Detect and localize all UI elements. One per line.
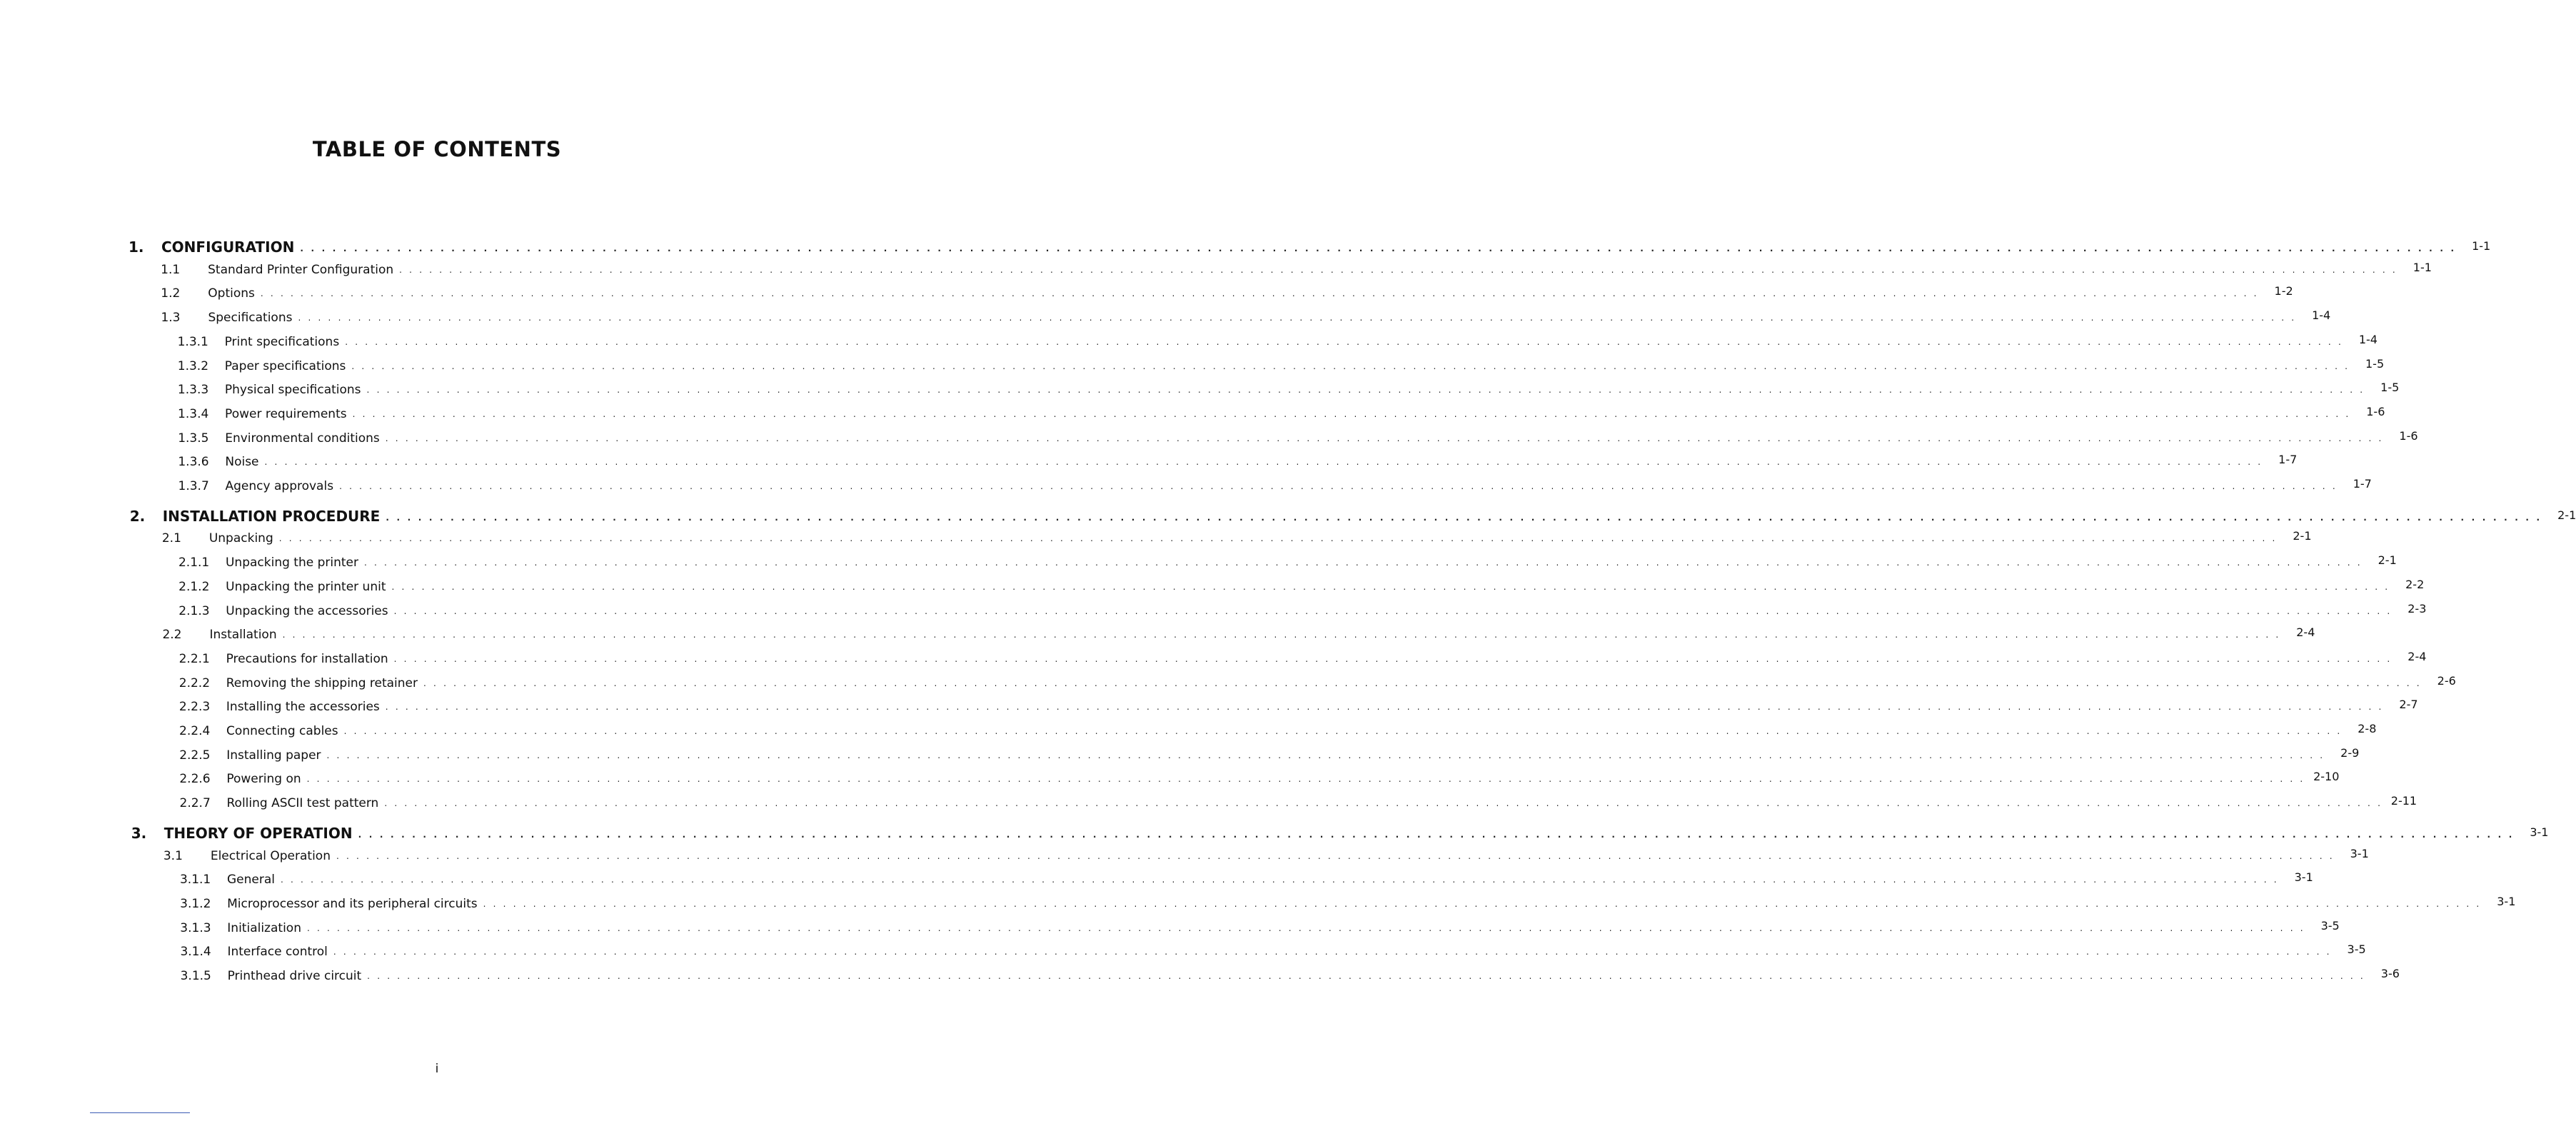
- toc-entry-page: 2-6: [2437, 673, 2456, 688]
- dot-leader: . . . . . . . . . . . . . . . . . . . . . . . . . . . . . . . . . . . . . . . . . . . . . . . . . . . . . . . . . . . . . . . . . . . . . . . . . . . . . . . . . . . . . . . . . . . . . . . . . . . . . . . . . . . . . . . . . . . . . . . . . . . . . . . . . . . . . . . . . . . . . . . . . . . . . . . . . . . . . . . . . . . . . . . . . . . . . . . . . . . . . . . . . . . . . . . . . . . . . . . .: [393, 605, 2393, 616]
- toc-entry-row: [162, 625, 2315, 643]
- toc-entry-page: 3-5: [2347, 942, 2366, 957]
- dot-leader: . . . . . . . . . . . . . . . . . . . . . . . . . . . . . . . . . . . . . . . . . . . . . . . . . . . . . . . . . . . . . . . . . . . . . . . . . . . . . . . . . . . . . . . . . . . . . . . . . . . . . . . . . . . . . . . . . . . . . . . . . . . . . . . . . . . . . . . . . . . . . . . . . . . . . . . . . . . . . . . . . . . . . . . . . . . . . . . . . . . . . . . . . . . . . . . . . . . . . . . .: [384, 798, 2383, 809]
- toc-entry-title: Physical specifications: [224, 383, 361, 398]
- toc-entry-page: 1-7: [2353, 477, 2372, 491]
- toc-entry-row: [179, 794, 2417, 811]
- toc-entry-row: [180, 918, 2340, 935]
- toc-entry-number: 1.3.6: [178, 455, 209, 470]
- toc-entry-title: Specifications: [208, 311, 293, 326]
- toc-entry-page: 1-6: [2366, 404, 2385, 418]
- dot-leader: . . . . . . . . . . . . . . . . . . . . . . . . . . . . . . . . . . . . . . . . . . . . . . . . . . . . . . . . . . . . . . . . . . . . . . . . . . . . . . . . . . . . . . . . . . . . . . . . . . . . . . . . . . . . . . . . . . . . . . . . . . . . . . . . . . . . . . . . . . . . . . . . . . . . . . . . . . . . . . . . . . . . . . . . . . . . . . . . . . . . . . . . . . . . . . . . . . . . . . . .: [336, 850, 2335, 861]
- dot-leader: . . . . . . . . . . . . . . . . . . . . . . . . . . . . . . . . . . . . . . . . . . . . . . . . . . . . . . . . . . . . . . . . . . . . . . . . . . . . . . . . . . . . . . . . . . . . . . . . . . . . . . . . . . . . . . . . . . . . . . . . . . . . . . . . . . . . . . . . . . . . . . . . . . . . . . . . . . . . . . . . . . . . . . . . . . . . . . . . . . . . . . . . . . . . . . . . . . . . . . . .: [300, 243, 2457, 253]
- toc-entry-page: 2-2: [2405, 577, 2425, 591]
- toc-entry-row: [161, 529, 2312, 546]
- toc-entry-page: 2-1: [2378, 553, 2397, 568]
- toc-entry-row: [179, 722, 2377, 738]
- toc-entry-number: 2.2: [162, 628, 182, 643]
- toc-entry-title: Installing paper: [226, 748, 321, 763]
- dot-leader: . . . . . . . . . . . . . . . . . . . . . . . . . . . . . . . . . . . . . . . . . . . . . . . . . . . . . . . . . . . . . . . . . . . . . . . . . . . . . . . . . . . . . . . . . . . . . . . . . . . . . . . . . . . . . . . . . . . . . . . . . . . . . . . . . . . . . . . . . . . . . . . . . . . . . . . . . . . . . . . . . . . . . . . . . . . . . . . . . . . . . . . . . . . . . . . . . . . . . . . .: [393, 653, 2393, 664]
- toc-entry-row: [178, 404, 2385, 421]
- toc-entry-row: [180, 967, 2400, 983]
- toc-entry-number: 2.2.4: [179, 724, 211, 738]
- toc-entry-number: 1.: [129, 238, 144, 256]
- toc-entry-row: [179, 870, 2313, 888]
- page-number: i: [435, 1062, 439, 1076]
- toc-entry-row: [178, 577, 2425, 594]
- toc-entry-row: [161, 284, 2293, 301]
- toc-entry-page: 1-6: [2399, 428, 2418, 443]
- toc-entry-page: 3-5: [2320, 918, 2340, 933]
- dot-leader: . . . . . . . . . . . . . . . . . . . . . . . . . . . . . . . . . . . . . . . . . . . . . . . . . . . . . . . . . . . . . . . . . . . . . . . . . . . . . . . . . . . . . . . . . . . . . . . . . . . . . . . . . . . . . . . . . . . . . . . . . . . . . . . . . . . . . . . . . . . . . . . . . . . . . . . . . . . . . . . . . . . . . . . . . . . . . . . . . . . . . . . . . . . . . . . . . . . . . . . .: [358, 829, 2515, 840]
- toc-entry-page: 2-8: [2358, 722, 2377, 735]
- toc-entry-number: 3.1.5: [180, 969, 211, 983]
- toc-entry-row: [177, 356, 2385, 373]
- toc-entry-row: [179, 770, 2340, 787]
- dot-leader: . . . . . . . . . . . . . . . . . . . . . . . . . . . . . . . . . . . . . . . . . . . . . . . . . . . . . . . . . . . . . . . . . . . . . . . . . . . . . . . . . . . . . . . . . . . . . . . . . . . . . . . . . . . . . . . . . . . . . . . . . . . . . . . . . . . . . . . . . . . . . . . . . . . . . . . . . . . . . . . . . . . . . . . . . . . . . . . . . . . . . . . . . . . . . . . . . . . . . . . .: [352, 408, 2351, 419]
- toc-entry-row: [178, 698, 2418, 715]
- toc-entry-title: Interface control: [227, 945, 328, 960]
- toc-entry-page: 2-1: [2293, 529, 2312, 543]
- toc-entry-page: 3-1: [2497, 894, 2516, 908]
- dot-leader: . . . . . . . . . . . . . . . . . . . . . . . . . . . . . . . . . . . . . . . . . . . . . . . . . . . . . . . . . . . . . . . . . . . . . . . . . . . . . . . . . . . . . . . . . . . . . . . . . . . . . . . . . . . . . . . . . . . . . . . . . . . . . . . . . . . . . . . . . . . . . . . . . . . . . . . . . . . . . . . . . . . . . . . . . . . . . . . . . . . . . . . . . . . . . . . . . . . . . . . .: [364, 558, 2363, 568]
- toc-entry-row: [178, 649, 2427, 666]
- dot-leader: . . . . . . . . . . . . . . . . . . . . . . . . . . . . . . . . . . . . . . . . . . . . . . . . . . . . . . . . . . . . . . . . . . . . . . . . . . . . . . . . . . . . . . . . . . . . . . . . . . . . . . . . . . . . . . . . . . . . . . . . . . . . . . . . . . . . . . . . . . . . . . . . . . . . . . . . . . . . . . . . . . . . . . . . . . . . . . . . . . . . . . . . . . . . . . . . . . . . . . . .: [391, 581, 2390, 592]
- toc-entry-title: Paper specifications: [224, 358, 346, 373]
- toc-entry-title: Options: [208, 286, 255, 301]
- dot-leader: . . . . . . . . . . . . . . . . . . . . . . . . . . . . . . . . . . . . . . . . . . . . . . . . . . . . . . . . . . . . . . . . . . . . . . . . . . . . . . . . . . . . . . . . . . . . . . . . . . . . . . . . . . . . . . . . . . . . . . . . . . . . . . . . . . . . . . . . . . . . . . . . . . . . . . . . . . . . . . . . . . . . . . . . . . . . . . . . . . . . . . . . . . . . . . . . . . . . . . . .: [386, 512, 2542, 523]
- toc-entry-page: 1-2: [2274, 284, 2293, 298]
- toc-entry-title: CONFIGURATION: [161, 238, 295, 256]
- toc-entry-number: 1.3.5: [178, 431, 209, 446]
- page-title: TABLE OF CONTENTS: [312, 137, 562, 161]
- dot-leader: . . . . . . . . . . . . . . . . . . . . . . . . . . . . . . . . . . . . . . . . . . . . . . . . . . . . . . . . . . . . . . . . . . . . . . . . . . . . . . . . . . . . . . . . . . . . . . . . . . . . . . . . . . . . . . . . . . . . . . . . . . . . . . . . . . . . . . . . . . . . . . . . . . . . . . . . . . . . . . . . . . . . . . . . . . . . . . . . . . . . . . . . . . . . . . . . . . . . . . . .: [343, 726, 2343, 736]
- dot-leader: . . . . . . . . . . . . . . . . . . . . . . . . . . . . . . . . . . . . . . . . . . . . . . . . . . . . . . . . . . . . . . . . . . . . . . . . . . . . . . . . . . . . . . . . . . . . . . . . . . . . . . . . . . . . . . . . . . . . . . . . . . . . . . . . . . . . . . . . . . . . . . . . . . . . . . . . . . . . . . . . . . . . . . . . . . . . . . . . . . . . . . . . . . . . . . . . . . . . . . . .: [260, 288, 2259, 299]
- toc-entry-title: Print specifications: [224, 334, 340, 349]
- toc-chapter-row: [129, 507, 2576, 525]
- toc-entry-page: 1-7: [2278, 453, 2298, 467]
- toc-entry-page: 3-1: [2294, 870, 2313, 885]
- toc-entry-number: 2.1: [161, 531, 181, 546]
- dot-leader: . . . . . . . . . . . . . . . . . . . . . . . . . . . . . . . . . . . . . . . . . . . . . . . . . . . . . . . . . . . . . . . . . . . . . . . . . . . . . . . . . . . . . . . . . . . . . . . . . . . . . . . . . . . . . . . . . . . . . . . . . . . . . . . . . . . . . . . . . . . . . . . . . . . . . . . . . . . . . . . . . . . . . . . . . . . . . . . . . . . . . . . . . . . . . . . . . . . . . . . .: [351, 361, 2350, 371]
- toc-entry-page: 1-1: [2472, 239, 2491, 253]
- toc-entry-page: 3-1: [2350, 846, 2369, 860]
- toc-entry-number: 1.3.4: [178, 406, 209, 421]
- toc-entry-title: INSTALLATION PROCEDURE: [162, 507, 381, 525]
- toc-entry-number: 1.2: [161, 286, 181, 301]
- toc-entry-title: Standard Printer Configuration: [208, 262, 394, 277]
- toc-entry-page: 2-1: [2557, 508, 2576, 522]
- toc-entry-row: [180, 894, 2516, 911]
- toc-entry-number: 2.2.5: [179, 748, 211, 763]
- toc-entry-title: Printhead drive circuit: [227, 969, 362, 983]
- toc-entry-row: [163, 846, 2369, 863]
- toc-entry-title: Unpacking the accessories: [226, 603, 388, 618]
- dot-leader: . . . . . . . . . . . . . . . . . . . . . . . . . . . . . . . . . . . . . . . . . . . . . . . . . . . . . . . . . . . . . . . . . . . . . . . . . . . . . . . . . . . . . . . . . . . . . . . . . . . . . . . . . . . . . . . . . . . . . . . . . . . . . . . . . . . . . . . . . . . . . . . . . . . . . . . . . . . . . . . . . . . . . . . . . . . . . . . . . . . . . . . . . . . . . . . . . . . . . . . .: [306, 923, 2305, 933]
- dot-leader: . . . . . . . . . . . . . . . . . . . . . . . . . . . . . . . . . . . . . . . . . . . . . . . . . . . . . . . . . . . . . . . . . . . . . . . . . . . . . . . . . . . . . . . . . . . . . . . . . . . . . . . . . . . . . . . . . . . . . . . . . . . . . . . . . . . . . . . . . . . . . . . . . . . . . . . . . . . . . . . . . . . . . . . . . . . . . . . . . . . . . . . . . . . . . . . . . . . . . . . .: [333, 947, 2332, 957]
- toc-entry-row: [178, 428, 2418, 446]
- dot-leader: . . . . . . . . . . . . . . . . . . . . . . . . . . . . . . . . . . . . . . . . . . . . . . . . . . . . . . . . . . . . . . . . . . . . . . . . . . . . . . . . . . . . . . . . . . . . . . . . . . . . . . . . . . . . . . . . . . . . . . . . . . . . . . . . . . . . . . . . . . . . . . . . . . . . . . . . . . . . . . . . . . . . . . . . . . . . . . . . . . . . . . . . . . . . . . . . . . . . . . . .: [423, 678, 2422, 688]
- toc-entry-title: Unpacking the printer unit: [226, 579, 386, 594]
- toc-entry-number: 2.1.3: [178, 603, 210, 618]
- dot-leader: . . . . . . . . . . . . . . . . . . . . . . . . . . . . . . . . . . . . . . . . . . . . . . . . . . . . . . . . . . . . . . . . . . . . . . . . . . . . . . . . . . . . . . . . . . . . . . . . . . . . . . . . . . . . . . . . . . . . . . . . . . . . . . . . . . . . . . . . . . . . . . . . . . . . . . . . . . . . . . . . . . . . . . . . . . . . . . . . . . . . . . . . . . . . . . . . . . . . . . . .: [326, 750, 2325, 760]
- dot-leader: . . . . . . . . . . . . . . . . . . . . . . . . . . . . . . . . . . . . . . . . . . . . . . . . . . . . . . . . . . . . . . . . . . . . . . . . . . . . . . . . . . . . . . . . . . . . . . . . . . . . . . . . . . . . . . . . . . . . . . . . . . . . . . . . . . . . . . . . . . . . . . . . . . . . . . . . . . . . . . . . . . . . . . . . . . . . . . . . . . . . . . . . . . . . . . . . . . . . . . . .: [345, 336, 2343, 347]
- toc-entry-page: 2-4: [2408, 649, 2427, 663]
- toc-entry-number: 3.1.1: [179, 873, 211, 888]
- toc-entry-row: [161, 308, 2331, 326]
- toc-entry-page: 1-4: [2312, 308, 2331, 323]
- dot-leader: . . . . . . . . . . . . . . . . . . . . . . . . . . . . . . . . . . . . . . . . . . . . . . . . . . . . . . . . . . . . . . . . . . . . . . . . . . . . . . . . . . . . . . . . . . . . . . . . . . . . . . . . . . . . . . . . . . . . . . . . . . . . . . . . . . . . . . . . . . . . . . . . . . . . . . . . . . . . . . . . . . . . . . . . . . . . . . . . . . . . . . . . . . . . . . . . . . . . . . . .: [278, 533, 2278, 544]
- toc-entry-number: 1.3.2: [177, 358, 209, 373]
- toc-entry-page: 1-5: [2365, 356, 2385, 371]
- toc-entry-title: Installation: [209, 628, 277, 643]
- toc-entry-number: 3.1.4: [180, 945, 211, 960]
- dot-leader: . . . . . . . . . . . . . . . . . . . . . . . . . . . . . . . . . . . . . . . . . . . . . . . . . . . . . . . . . . . . . . . . . . . . . . . . . . . . . . . . . . . . . . . . . . . . . . . . . . . . . . . . . . . . . . . . . . . . . . . . . . . . . . . . . . . . . . . . . . . . . . . . . . . . . . . . . . . . . . . . . . . . . . . . . . . . . . . . . . . . . . . . . . . . . . . . . . . . . . . .: [385, 702, 2384, 713]
- toc-entry-title: Noise: [225, 455, 259, 470]
- toc-entry-page: 2-9: [2340, 745, 2360, 760]
- toc-entry-row: [178, 601, 2427, 618]
- toc-entry-row: [177, 332, 2378, 349]
- toc-chapter-row: [131, 824, 2549, 842]
- toc-entry-row: [178, 477, 2372, 493]
- dot-leader: . . . . . . . . . . . . . . . . . . . . . . . . . . . . . . . . . . . . . . . . . . . . . . . . . . . . . . . . . . . . . . . . . . . . . . . . . . . . . . . . . . . . . . . . . . . . . . . . . . . . . . . . . . . . . . . . . . . . . . . . . . . . . . . . . . . . . . . . . . . . . . . . . . . . . . . . . . . . . . . . . . . . . . . . . . . . . . . . . . . . . . . . . . . . . . . . . . . . . . . .: [339, 481, 2338, 491]
- toc-entry-page: 2-7: [2399, 698, 2418, 712]
- toc-entry-title: Removing the shipping retainer: [226, 675, 418, 690]
- toc-entry-title: Power requirements: [225, 406, 347, 421]
- toc-entry-page: 2-10: [2313, 770, 2340, 784]
- footer-rule: [90, 1112, 190, 1113]
- dot-leader: . . . . . . . . . . . . . . . . . . . . . . . . . . . . . . . . . . . . . . . . . . . . . . . . . . . . . . . . . . . . . . . . . . . . . . . . . . . . . . . . . . . . . . . . . . . . . . . . . . . . . . . . . . . . . . . . . . . . . . . . . . . . . . . . . . . . . . . . . . . . . . . . . . . . . . . . . . . . . . . . . . . . . . . . . . . . . . . . . . . . . . . . . . . . . . . . . . . . . . . .: [264, 457, 2263, 468]
- toc-entry-row: [178, 553, 2397, 570]
- toc-chapter-row: [129, 238, 2491, 256]
- toc-entry-row: [180, 942, 2366, 960]
- toc-entry-number: 1.3.1: [177, 334, 208, 349]
- toc-entry-row: [178, 453, 2298, 470]
- toc-entry-number: 3.1: [163, 848, 183, 863]
- toc-entry-title: Powering on: [226, 772, 301, 787]
- toc-entry-title: Initialization: [227, 920, 301, 935]
- dot-leader: . . . . . . . . . . . . . . . . . . . . . . . . . . . . . . . . . . . . . . . . . . . . . . . . . . . . . . . . . . . . . . . . . . . . . . . . . . . . . . . . . . . . . . . . . . . . . . . . . . . . . . . . . . . . . . . . . . . . . . . . . . . . . . . . . . . . . . . . . . . . . . . . . . . . . . . . . . . . . . . . . . . . . . . . . . . . . . . . . . . . . . . . . . . . . . . . . . . . . . . .: [399, 264, 2398, 275]
- toc-entry-row: [177, 381, 2400, 398]
- toc-entry-number: 1.3: [161, 311, 181, 326]
- toc-entry-number: 2.2.3: [178, 700, 211, 715]
- toc-entry-title: Electrical Operation: [210, 848, 331, 863]
- toc-entry-title: Unpacking the printer: [225, 556, 358, 570]
- toc-entry-number: 1.3.3: [177, 383, 209, 398]
- dot-leader: . . . . . . . . . . . . . . . . . . . . . . . . . . . . . . . . . . . . . . . . . . . . . . . . . . . . . . . . . . . . . . . . . . . . . . . . . . . . . . . . . . . . . . . . . . . . . . . . . . . . . . . . . . . . . . . . . . . . . . . . . . . . . . . . . . . . . . . . . . . . . . . . . . . . . . . . . . . . . . . . . . . . . . . . . . . . . . . . . . . . . . . . . . . . . . . . . . . . . . . .: [385, 433, 2384, 443]
- toc-entry-number: 3.: [131, 824, 147, 842]
- toc-entry-number: 2.1.2: [178, 579, 210, 594]
- toc-entry-number: 2.2.1: [178, 651, 210, 666]
- toc-entry-page: 1-4: [2358, 332, 2378, 346]
- toc-entry-number: 2.2.2: [178, 675, 211, 690]
- toc-entry-title: Agency approvals: [225, 479, 334, 493]
- toc-entry-row: [178, 673, 2456, 690]
- toc-entry-page: 3-6: [2380, 967, 2400, 980]
- toc-entry-title: Environmental conditions: [225, 431, 380, 446]
- toc-entry-number: 2.2.7: [179, 796, 211, 811]
- dot-leader: . . . . . . . . . . . . . . . . . . . . . . . . . . . . . . . . . . . . . . . . . . . . . . . . . . . . . . . . . . . . . . . . . . . . . . . . . . . . . . . . . . . . . . . . . . . . . . . . . . . . . . . . . . . . . . . . . . . . . . . . . . . . . . . . . . . . . . . . . . . . . . . . . . . . . . . . . . . . . . . . . . . . . . . . . . . . . . . . . . . . . . . . . . . . . . . . . . . . . . . .: [280, 875, 2279, 885]
- toc-entry-number: 3.1.3: [180, 920, 211, 935]
- dot-leader: . . . . . . . . . . . . . . . . . . . . . . . . . . . . . . . . . . . . . . . . . . . . . . . . . . . . . . . . . . . . . . . . . . . . . . . . . . . . . . . . . . . . . . . . . . . . . . . . . . . . . . . . . . . . . . . . . . . . . . . . . . . . . . . . . . . . . . . . . . . . . . . . . . . . . . . . . . . . . . . . . . . . . . . . . . . . . . . . . . . . . . . . . . . . . . . . . . . . . . . .: [282, 630, 2281, 640]
- toc-entry-number: 2.2.6: [179, 772, 211, 787]
- toc-entry-title: Microprocessor and its peripheral circuits: [227, 896, 478, 911]
- dot-leader: . . . . . . . . . . . . . . . . . . . . . . . . . . . . . . . . . . . . . . . . . . . . . . . . . . . . . . . . . . . . . . . . . . . . . . . . . . . . . . . . . . . . . . . . . . . . . . . . . . . . . . . . . . . . . . . . . . . . . . . . . . . . . . . . . . . . . . . . . . . . . . . . . . . . . . . . . . . . . . . . . . . . . . . . . . . . . . . . . . . . . . . . . . . . . . . . . . . . . . . .: [366, 385, 2365, 396]
- toc-entry-number: 1.3.7: [178, 479, 209, 493]
- toc-entry-title: Installing the accessories: [226, 700, 380, 715]
- dot-leader: . . . . . . . . . . . . . . . . . . . . . . . . . . . . . . . . . . . . . . . . . . . . . . . . . . . . . . . . . . . . . . . . . . . . . . . . . . . . . . . . . . . . . . . . . . . . . . . . . . . . . . . . . . . . . . . . . . . . . . . . . . . . . . . . . . . . . . . . . . . . . . . . . . . . . . . . . . . . . . . . . . . . . . . . . . . . . . . . . . . . . . . . . . . . . . . . . . . . . . . .: [367, 971, 2365, 981]
- toc-entry-page: 3-1: [2530, 825, 2549, 839]
- toc-entry-row: [179, 745, 2360, 763]
- dot-leader: . . . . . . . . . . . . . . . . . . . . . . . . . . . . . . . . . . . . . . . . . . . . . . . . . . . . . . . . . . . . . . . . . . . . . . . . . . . . . . . . . . . . . . . . . . . . . . . . . . . . . . . . . . . . . . . . . . . . . . . . . . . . . . . . . . . . . . . . . . . . . . . . . . . . . . . . . . . . . . . . . . . . . . . . . . . . . . . . . . . . . . . . . . . . . . . . . . . . . . . .: [483, 898, 2482, 909]
- toc-entry-title: General: [226, 873, 275, 888]
- toc-entry-page: 1-5: [2380, 381, 2400, 395]
- toc-entry-page: 2-4: [2296, 625, 2315, 640]
- toc-entry-title: Rolling ASCII test pattern: [226, 796, 379, 811]
- toc-entry-page: 1-1: [2413, 260, 2432, 274]
- toc-entry-title: Precautions for installation: [226, 651, 388, 666]
- toc-entry-page: 2-3: [2408, 601, 2427, 615]
- toc-entry-number: 2.: [129, 507, 146, 525]
- toc-entry-number: 3.1.2: [180, 896, 211, 911]
- toc-entry-title: Unpacking: [208, 531, 273, 546]
- toc-entry-number: 1.1: [161, 262, 181, 277]
- dot-leader: . . . . . . . . . . . . . . . . . . . . . . . . . . . . . . . . . . . . . . . . . . . . . . . . . . . . . . . . . . . . . . . . . . . . . . . . . . . . . . . . . . . . . . . . . . . . . . . . . . . . . . . . . . . . . . . . . . . . . . . . . . . . . . . . . . . . . . . . . . . . . . . . . . . . . . . . . . . . . . . . . . . . . . . . . . . . . . . . . . . . . . . . . . . . . . . . . . . . . . . .: [298, 313, 2297, 323]
- toc-entry-title: THEORY OF OPERATION: [163, 824, 353, 842]
- dot-leader: . . . . . . . . . . . . . . . . . . . . . . . . . . . . . . . . . . . . . . . . . . . . . . . . . . . . . . . . . . . . . . . . . . . . . . . . . . . . . . . . . . . . . . . . . . . . . . . . . . . . . . . . . . . . . . . . . . . . . . . . . . . . . . . . . . . . . . . . . . . . . . . . . . . . . . . . . . . . . . . . . . . . . . . . . . . . . . . . . . . . . . . . . . . . . . . . . . . . . . . .: [306, 774, 2305, 785]
- toc-entry-page: 2-11: [2390, 794, 2417, 808]
- toc-entry-row: [161, 260, 2432, 277]
- toc-entry-title: Connecting cables: [226, 724, 338, 738]
- toc-entry-number: 2.1.1: [178, 556, 210, 570]
